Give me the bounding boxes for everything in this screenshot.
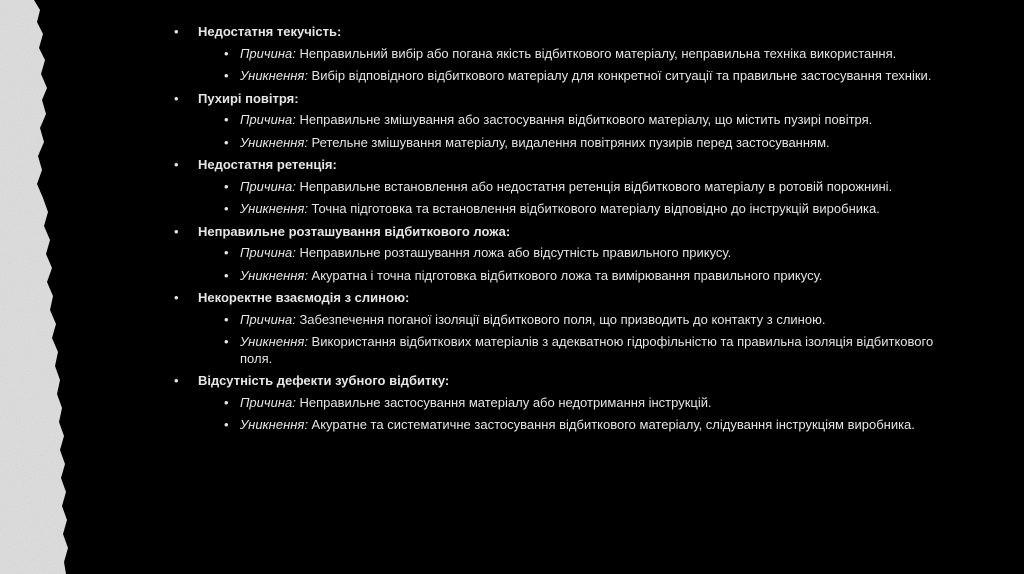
avoidance-label: Уникнення: bbox=[240, 417, 308, 432]
sub-item bbox=[198, 312, 952, 329]
cause-label: Причина: bbox=[240, 112, 296, 127]
cause-label: Причина: bbox=[240, 245, 296, 260]
sub-list bbox=[198, 395, 952, 434]
topic-item bbox=[172, 290, 952, 367]
topic-title: • Пухирі повітря: bbox=[198, 90, 299, 106]
sub-item bbox=[198, 135, 952, 152]
topic-list bbox=[172, 24, 952, 434]
sub-item bbox=[198, 268, 952, 285]
topic-title: • Некоректне взаємодія з слиною: bbox=[198, 290, 410, 305]
torn-paper-edge bbox=[0, 0, 90, 574]
sub-item bbox=[198, 112, 952, 129]
avoidance-text: Ретельне змішування матеріалу, видалення повітряних пузирів перед застосуванням. bbox=[307, 134, 830, 150]
sub-list bbox=[198, 179, 952, 218]
cause-text: Неправильне встановлення або недостатня ретенція відбиткового матеріалу в ротовій порожнині. bbox=[295, 178, 893, 194]
cause-label: Причина: bbox=[240, 394, 296, 410]
sub-item bbox=[198, 201, 952, 218]
avoidance-label: Уникнення: bbox=[240, 201, 308, 216]
topic-item bbox=[172, 157, 952, 218]
sub-list bbox=[198, 245, 952, 284]
avoidance-label: Уникнення: bbox=[240, 68, 308, 83]
avoidance-text: Акуратне та систематичне застосування відбиткового матеріалу, слідування інструкціям виробника. bbox=[307, 417, 915, 432]
topic-title: • Неправильне розташування відбиткового ложа: bbox=[198, 223, 511, 239]
cause-text: Неправильний вибір або погана якість відбиткового матеріалу, неправильна техніка використання. bbox=[295, 45, 897, 61]
cause-label: Причина: bbox=[240, 311, 296, 327]
topic-item bbox=[172, 373, 952, 434]
avoidance-text: Використання відбиткових матеріалів з адекватною гідрофільністю та правильна ізоляція відбиткового поля. bbox=[240, 334, 934, 366]
sub-list bbox=[198, 112, 952, 151]
avoidance-text: Акуратна і точна підготовка відбиткового ложа та вимірювання правильного прикусу. bbox=[307, 267, 823, 283]
topic-title: • Недостатня текучість: bbox=[198, 24, 342, 39]
avoidance-text: Вибір відповідного відбиткового матеріалу для конкретної ситуації та правильне застосування техніки. bbox=[307, 68, 932, 83]
sub-item bbox=[198, 46, 952, 63]
topic-title: • Недостатня ретенція: bbox=[198, 157, 337, 172]
avoidance-label: Уникнення: bbox=[240, 134, 308, 150]
cause-label: Причина: bbox=[240, 178, 296, 194]
cause-text: Неправильне застосування матеріалу або недотримання інструкцій. bbox=[295, 394, 712, 410]
avoidance-label: Уникнення: bbox=[240, 267, 308, 283]
cause-text: Забезпечення поганої ізоляції відбиткового поля, що призводить до контакту з слиною. bbox=[295, 311, 826, 327]
cause-label: Причина: bbox=[240, 45, 296, 61]
avoidance-label: Уникнення: bbox=[240, 334, 308, 349]
sub-list bbox=[198, 312, 952, 368]
topic-title: • Відсутність дефекти зубного відбитку: bbox=[198, 373, 450, 388]
sub-item bbox=[198, 179, 952, 196]
sub-item bbox=[198, 68, 952, 85]
sub-item bbox=[198, 395, 952, 412]
avoidance-text: Точна підготовка та встановлення відбиткового матеріалу відповідно до інструкцій виробника. bbox=[307, 201, 880, 216]
topic-item bbox=[172, 224, 952, 285]
sub-item bbox=[198, 245, 952, 262]
content-area bbox=[172, 24, 952, 440]
sub-item bbox=[198, 417, 952, 434]
topic-item bbox=[172, 91, 952, 152]
topic-item bbox=[172, 24, 952, 85]
cause-text: Неправильне розташування ложа або відсутність правильного прикусу. bbox=[295, 245, 732, 260]
cause-text: Неправильне змішування або застосування відбиткового матеріалу, що містить пузирі повітря. bbox=[295, 112, 873, 127]
sub-item bbox=[198, 334, 952, 367]
sub-list bbox=[198, 46, 952, 85]
